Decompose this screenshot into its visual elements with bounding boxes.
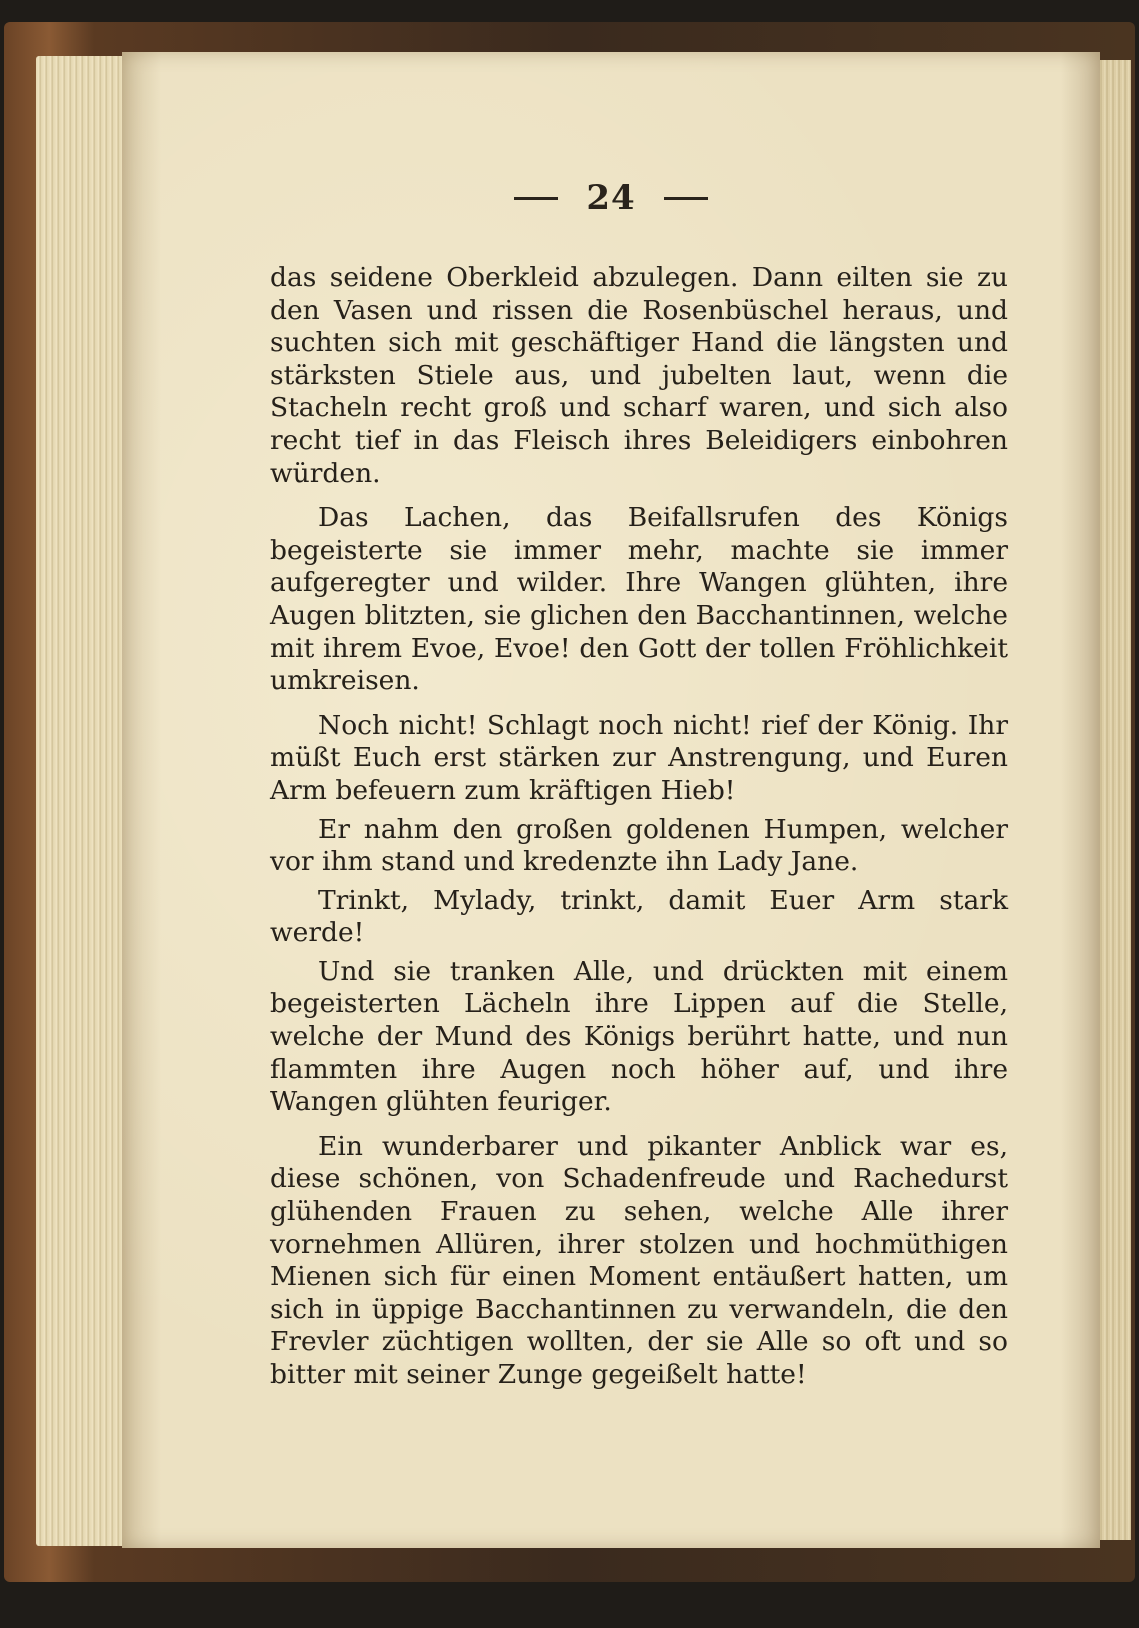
book-page [122,52,1100,1548]
left-page-edges [36,56,131,1546]
body-text [270,262,1008,1404]
page-number: 24 [586,178,636,218]
page-header [122,178,1100,218]
paragraph-6: Und sie tranken Alle, und drückten mit einem begeisterten Lächeln ihre Lippen auf die Stelle, welche der Mund des Königs berührt hatte, und nun flammten ihre Augen noch höher auf, und ihre Wangen glühten feuriger. [270,955,1008,1118]
paragraph-3: Noch nicht! Schlagt noch nicht! rief der König. Ihr müßt Euch erst stärken zur Anstrengung, und Euren Arm befeuern zum kräftigen Hieb! [270,709,1008,806]
paragraph-5: Trinkt, Mylady, trinkt, damit Euer Arm stark werde! [270,884,1008,949]
header-dash-left [514,197,558,200]
paragraph-1: das seidene Oberkleid abzulegen. Dann eilten sie zu den Vasen und rissen die Rosenbüschel heraus, und suchten sich mit geschäftiger Hand die längsten und stärksten Stiele aus, und jubelten laut, wenn die Stacheln recht groß und scharf waren, und sich also recht tief in das Fleisch ihres Beleidigers einbohren würden. [270,262,1008,489]
paragraph-2: Das Lachen, das Beifallsrufen des Königs begeisterte sie immer mehr, machte sie immer aufgeregter und wilder. Ihre Wangen glühten, ihre Augen blitzten, sie glichen den Bacchantinnen, welche mit ihrem Evoe, Evoe! den Gott der tollen Fröhlichkeit umkreisen. [270,502,1008,697]
paragraph-4: Er nahm den großen goldenen Humpen, welcher vor ihm stand und kredenzte ihn Lady Jane. [270,813,1008,878]
paragraph-7: Ein wunderbarer und pikanter Anblick war es, diese schönen, von Schadenfreude und Rachedurst glühenden Frauen zu sehen, welche Alle ihrer vornehmen Allüren, ihrer stolzen und hochmüthigen Mienen sich für einen Moment entäußert hatten, um sich in üppige Bacchantinnen zu verwandeln, die den Frevler züchtigen wollten, der sie Alle so oft und so bitter mit seiner Zunge gegeißelt hatte! [270,1130,1008,1390]
header-dash-right [664,197,708,200]
